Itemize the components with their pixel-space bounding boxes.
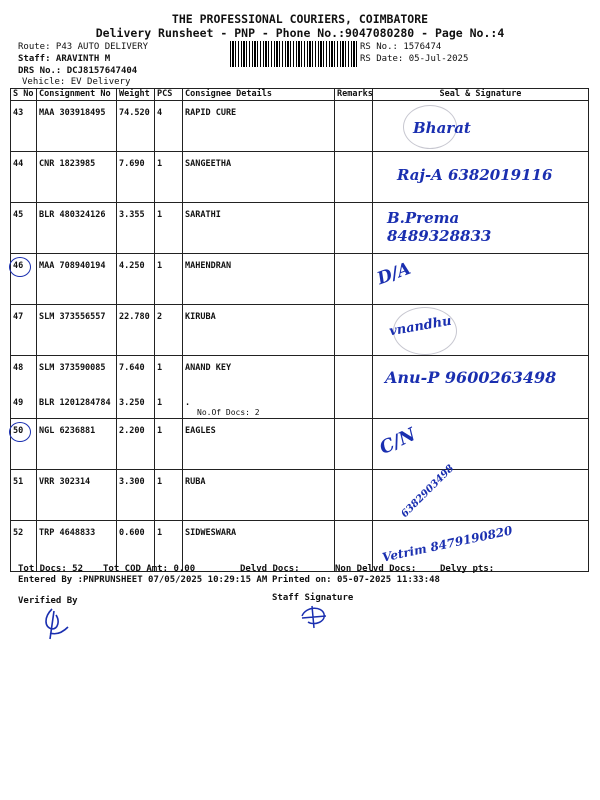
rs-number: RS No.: 1576474 [360,42,442,52]
verified-by-label: Verified By [18,596,78,606]
printed-on: Printed on: 05-07-2025 11:33:48 [272,575,440,585]
entered-by: Entered By :PNPRUNSHEET 07/05/2025 10:29:15 AM [18,575,268,585]
table-row [11,203,589,254]
cell-signature [373,463,589,521]
cell-remarks [335,470,373,521]
runsheet-subtitle: Delivery Runsheet - PNP - Phone No.:9047080280 - Page No.:4 [95,26,505,40]
table-row [11,356,589,419]
cell-consignee: RAPID CURE [183,101,335,152]
verifier-signature-mark [38,605,78,641]
cell-weight: 22.780 [117,305,155,356]
table-row [11,101,589,152]
non-delivered-docs: Non Delvd Docs: [335,564,417,574]
cell-sno: 51 [11,470,37,521]
table-row [11,470,589,521]
cell-consignment: VRR 302314 [37,470,117,521]
cell-consignee: SARATHI [183,203,335,254]
col-header-sno: S No [11,89,37,101]
cell-consignee: RUBA [183,470,335,521]
runsheet-table [10,88,589,572]
delivery-points: Delvy pts: [440,564,495,574]
cell-sno: 44 [11,152,37,203]
cell-pcs: 1 [155,470,183,521]
drs-label: DRS No.: DCJ8157647404 [18,66,138,76]
cell-consignee: MAHENDRAN [183,254,335,305]
cell-sno: 46 [11,254,37,305]
cell-consignment: SLM 373590085 BLR 1201284784 [37,356,117,419]
cell-signature [373,203,589,254]
total-docs: Tot Docs: 52 [18,564,84,574]
cell-pcs: 2 [155,305,183,356]
cell-pcs: 1 [155,254,183,305]
table-header-row [11,89,589,101]
cell-weight: 0.600 [117,521,155,572]
cell-signature [373,254,589,305]
cell-remarks [335,203,373,254]
col-header-signature: Seal & Signature [373,89,589,101]
table-row [11,305,589,356]
handwritten-signature: Vetrim 8479190820 [380,523,514,565]
cell-weight: 4.250 [117,254,155,305]
col-header-remarks: Remarks [335,89,373,101]
cell-weight: 2.200 [117,419,155,470]
cell-sno: 43 [11,101,37,152]
handwritten-signature: B.Prema 8489328833 [387,209,492,245]
cell-pcs: 1 [155,419,183,470]
cell-pcs: 1 [155,203,183,254]
col-header-weight: Weight [117,89,155,101]
cell-remarks [335,356,373,419]
cell-pcs: 4 [155,101,183,152]
handwritten-signature: C/N [376,424,420,459]
cell-pcs: 1 [155,152,183,203]
cell-signature [373,101,589,152]
cell-sno: 52 [11,521,37,572]
handwritten-signature: Raj-A 6382019116 [397,166,553,184]
vehicle-label: Vehicle: EV Delivery [22,77,131,87]
table-row [11,419,589,470]
docs-note: No.Of Docs: 2 [197,408,260,417]
table-row [11,254,589,305]
col-header-pcs: PCS [155,89,183,101]
table-row [11,152,589,203]
cell-pcs: 1 [155,521,183,572]
cell-weight: 3.300 [117,470,155,521]
cell-consignment: BLR 480324126 [37,203,117,254]
barcode [230,41,358,67]
cell-consignee: EAGLES [183,419,335,470]
cell-consignment: CNR 1823985 [37,152,117,203]
handwritten-signature: vnandhu [388,313,453,340]
cell-signature [373,305,589,356]
col-header-consignee: Consignee Details [183,89,335,101]
cell-remarks [335,254,373,305]
handwritten-signature: D/A [374,258,414,290]
staff-label: Staff: ARAVINTH M [18,54,111,64]
total-cod-amount: Tot COD Amt: 0.00 [103,564,196,574]
cell-consignment: SLM 373556557 [37,305,117,356]
cell-sno: 48 49 [11,356,37,419]
cell-weight: 3.355 [117,203,155,254]
col-header-consignment: Consignment No [37,89,117,101]
staff-signature-mark [296,600,336,630]
cell-consignment: TRP 4648833 [37,521,117,572]
cell-pcs: 1 1 [155,356,183,419]
cell-weight: 7.640 3.250 [117,356,155,419]
cell-weight: 74.520 [117,101,155,152]
cell-consignee: SIDWESWARA [183,521,335,572]
cell-remarks [335,101,373,152]
handwritten-signature: Anu-P 9600263498 [385,368,557,387]
handwritten-signature: Bharat [413,119,471,137]
handwritten-signature: 6382903498 [399,463,457,520]
cell-signature [373,356,589,419]
cell-consignment: MAA 708940194 [37,254,117,305]
cell-consignment: MAA 303918495 [37,101,117,152]
cell-consignee: ANAND KEY . No.Of Docs: 2 [183,356,335,419]
route-label: Route: P43 AUTO DELIVERY [18,42,149,52]
circle-mark [9,257,31,277]
cell-consignment: NGL 6236881 [37,419,117,470]
circle-mark [9,422,31,442]
cell-remarks [335,419,373,470]
cell-consignee: SANGEETHA [183,152,335,203]
cell-sno: 45 [11,203,37,254]
cell-sno: 47 [11,305,37,356]
company-title: THE PROFESSIONAL COURIERS, COIMBATORE [171,12,429,26]
cell-sno: 50 [11,419,37,470]
cell-signature [373,419,589,470]
cell-consignee: KIRUBA [183,305,335,356]
cell-signature [373,152,589,203]
cell-remarks [335,152,373,203]
cell-remarks [335,305,373,356]
rs-date: RS Date: 05-Jul-2025 [360,54,469,64]
delivered-docs: Delvd Docs: [240,564,300,574]
cell-weight: 7.690 [117,152,155,203]
staff-signature-label: Staff Signature [272,593,354,603]
